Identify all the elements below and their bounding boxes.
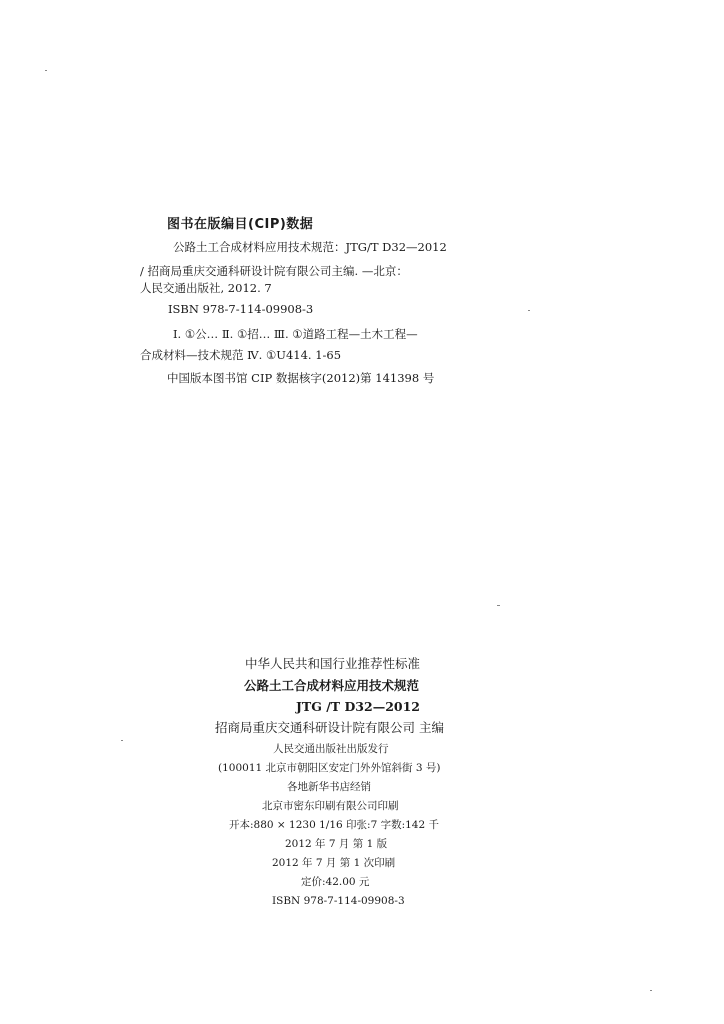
colophon-isbn: ISBN 978-7-114-09908-3 (272, 895, 405, 907)
cip-line-record-number: 中国版本图书馆 CIP 数据核字(2012)第 141398 号 (167, 371, 435, 385)
colophon-editor: 招商局重庆交通科研设计院有限公司 主编 (215, 720, 444, 735)
colophon-title: 公路土工合成材料应用技术规范 (244, 678, 420, 693)
colophon-standard-type: 中华人民共和国行业推荐性标准 (245, 656, 421, 671)
cip-line-classification-1: Ⅰ. ①公… Ⅱ. ①招… Ⅲ. ①道路工程—土木工程— (173, 327, 418, 341)
cip-line-editor: / 招商局重庆交通科研设计院有限公司主编. —北京： (140, 264, 408, 278)
colophon-edition: 2012 年 7 月 第 1 版 (285, 838, 388, 850)
scan-speck (650, 990, 652, 991)
cip-line-publisher: 人民交通出版社, 2012. 7 (140, 281, 272, 295)
cip-title: 图书在版编目(CIP)数据 (167, 217, 314, 232)
cip-line-title: 公路土工合成材料应用技术规范：JTG/T D32—2012 (173, 240, 447, 254)
colophon-address: (100011 北京市朝阳区安定门外外馆斜街 3 号) (218, 762, 441, 774)
colophon-printing: 2012 年 7 月 第 1 次印刷 (272, 857, 396, 869)
colophon-printer: 北京市密东印刷有限公司印刷 (262, 800, 399, 812)
colophon-code: JTG /T D32—2012 (296, 699, 420, 714)
cip-line-isbn: ISBN 978-7-114-09908-3 (168, 302, 314, 316)
colophon-publisher: 人民交通出版社出版发行 (273, 743, 389, 755)
colophon-distributor: 各地新华书店经销 (287, 781, 371, 793)
scan-speck (45, 70, 47, 71)
scan-speck (528, 310, 530, 311)
colophon-price: 定价:42.00 元 (301, 876, 370, 888)
cip-line-classification-2: 合成材料—技术规范 Ⅳ. ①U414. 1-65 (140, 348, 342, 362)
scan-speck (497, 605, 500, 606)
scan-speck (121, 740, 123, 741)
colophon-format: 开本:880 × 1230 1/16 印张:7 字数:142 千 (229, 819, 439, 831)
